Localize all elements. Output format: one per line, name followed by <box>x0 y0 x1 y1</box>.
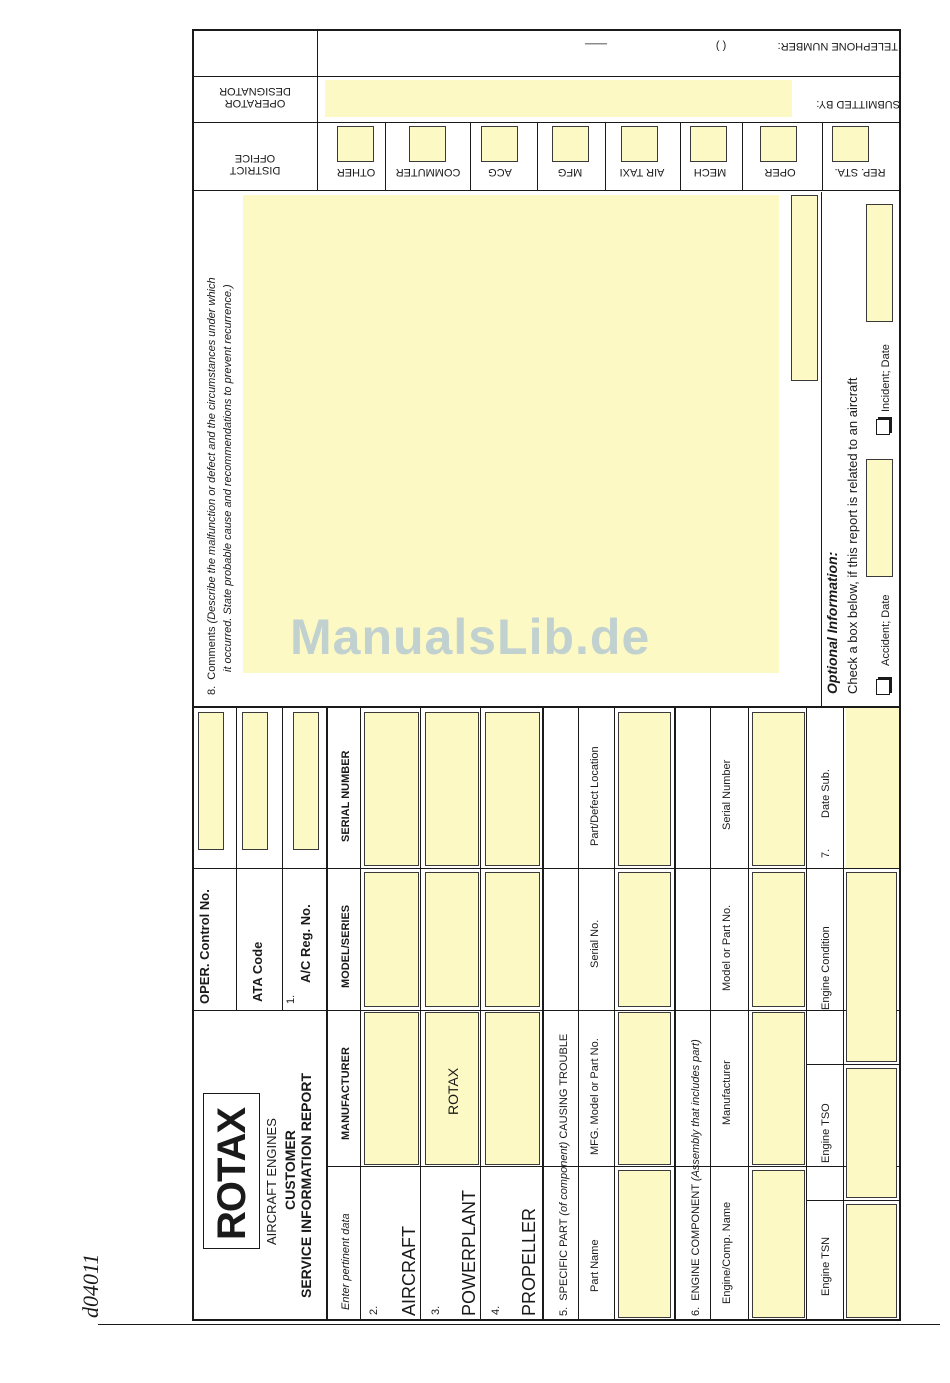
table-col-e <box>578 706 579 1320</box>
telephone-label: TELEPHONE NUMBER: <box>777 40 898 52</box>
right-panel-row2 <box>193 122 901 123</box>
cat-div-6 <box>742 122 743 190</box>
section6-header <box>689 1039 703 1316</box>
table-col-j <box>806 706 807 1320</box>
engine-tsn-label: Engine TSN <box>820 1236 832 1296</box>
right-panel-col-divider <box>317 30 318 190</box>
ata-code-input[interactable] <box>242 712 268 850</box>
oper-control-input[interactable] <box>198 712 224 850</box>
table-col-f <box>614 706 615 1320</box>
comments-header <box>205 277 219 695</box>
table-row-4 <box>806 1200 900 1201</box>
defect-location-input[interactable] <box>618 712 671 866</box>
comments-textarea[interactable] <box>243 195 779 673</box>
cat-div-1 <box>385 122 386 190</box>
submitted-by-input[interactable] <box>325 80 792 117</box>
acg-checkbox[interactable] <box>481 126 518 162</box>
cat-acg-label: ACG <box>488 166 512 178</box>
defect-location-label: Part/Defect Location <box>589 746 601 846</box>
cat-div-7 <box>822 122 823 190</box>
table-row-5 <box>806 1064 900 1065</box>
right-panel-row1 <box>193 76 901 77</box>
part-name-label: Part Name <box>589 1239 601 1292</box>
enter-data-label: Enter pertinent data <box>340 1213 352 1310</box>
submitted-by-label: SUBMITTED BY: <box>816 98 900 110</box>
header-col-1 <box>236 706 237 1010</box>
cat-mfg-label: MFG <box>557 166 583 178</box>
section5-header <box>557 1034 571 1316</box>
cat-commuter-label: COMMUTER <box>395 166 461 178</box>
designator-label: DESIGNATOR <box>219 85 291 97</box>
left-section-divider <box>192 706 901 708</box>
operator-designator-label <box>210 85 300 109</box>
cat-rep-sta-label: REP. STA. <box>834 166 886 178</box>
cat-div-3 <box>537 122 538 190</box>
operator-label: OPERATOR <box>224 97 286 109</box>
rep-sta-checkbox[interactable] <box>832 126 869 162</box>
mech-checkbox[interactable] <box>690 126 727 162</box>
comments-hint2: it occurred. State probable cause and recommendations to prevent recurrence.) <box>222 284 234 672</box>
ac-reg-number: 1. <box>285 994 297 1004</box>
engine-serial-label: Serial Number <box>721 759 733 830</box>
part-name-input[interactable] <box>618 1170 671 1318</box>
table-col-c <box>480 706 481 1320</box>
engine-tso-label: Engine TSO <box>820 1103 832 1163</box>
comments-num: 8. <box>206 685 218 695</box>
engine-tsn-input[interactable] <box>846 1204 897 1318</box>
optional-note: Check a box below, if this report is related to an aircraft <box>845 377 860 694</box>
propeller-manufacturer-input[interactable] <box>485 1012 540 1165</box>
engine-serial-input[interactable] <box>752 712 805 866</box>
part-serial-input[interactable] <box>618 872 671 1007</box>
oper-control-label: OPER. Control No. <box>197 889 212 1004</box>
propeller-model-input[interactable] <box>485 872 540 1007</box>
section5-num: 5. <box>558 1306 570 1316</box>
section6-num: 6. <box>690 1306 702 1316</box>
office-label: OFFICE <box>234 152 276 164</box>
date-sub-input[interactable] <box>846 708 899 868</box>
engine-model-label: Model or Part No. <box>721 904 733 991</box>
comments-aux-field[interactable] <box>791 195 818 381</box>
other-checkbox[interactable] <box>337 126 374 162</box>
engine-manufacturer-label: Manufacturer <box>721 1060 733 1125</box>
cat-div-4 <box>605 122 606 190</box>
header-col-2 <box>282 706 283 1010</box>
mfg-checkbox[interactable] <box>552 126 589 162</box>
cat-div-5 <box>680 122 681 190</box>
telephone-dash: —— <box>585 38 607 50</box>
document-id: d04011 <box>78 1253 103 1318</box>
table-row-1 <box>326 1166 900 1167</box>
ac-reg-label: A/C Reg. No. <box>298 904 313 983</box>
cat-div-2 <box>470 122 471 190</box>
engine-manufacturer-input[interactable] <box>752 1012 805 1165</box>
mfg-model-input[interactable] <box>618 1012 671 1165</box>
cat-mech-label: MECH <box>693 166 727 178</box>
table-col-a <box>360 706 361 1320</box>
form-title-line1: CUSTOMER <box>282 1130 298 1210</box>
logo-divider <box>192 1010 326 1011</box>
table-col-g <box>674 706 676 1320</box>
ac-reg-input[interactable] <box>293 712 319 850</box>
accident-checkbox[interactable] <box>876 679 890 695</box>
oper-checkbox[interactable] <box>760 126 797 162</box>
section6-title-a: ENGINE COMPONENT <box>690 1184 702 1301</box>
incident-date-input[interactable] <box>866 204 893 322</box>
row-propeller-label: PROPELLER <box>519 1207 539 1316</box>
table-col-d <box>542 706 544 1320</box>
powerplant-model-input[interactable] <box>425 872 479 1007</box>
table-col-b <box>420 706 421 1320</box>
row-propeller-num: 4. <box>490 1305 502 1315</box>
cat-oper-label: OPER <box>764 166 796 178</box>
mfg-model-label: MFG. Model or Part No. <box>589 1038 601 1155</box>
engine-tso-input[interactable] <box>846 1068 897 1198</box>
table-col-h <box>710 706 711 1320</box>
watermark-text: ManualsLib.de <box>290 609 651 665</box>
aircraft-manufacturer-input[interactable] <box>364 1012 419 1165</box>
table-col-i <box>748 706 749 1320</box>
commuter-checkbox[interactable] <box>409 126 446 162</box>
air-taxi-checkbox[interactable] <box>621 126 658 162</box>
col-manufacturer: MANUFACTURER <box>340 1047 352 1140</box>
aircraft-model-input[interactable] <box>364 872 419 1007</box>
header-field-divider <box>192 868 326 869</box>
cat-other-label: OTHER <box>336 166 376 178</box>
section7-num: 7. <box>820 848 832 858</box>
optional-title: Optional Information: <box>824 551 840 694</box>
table-col-k <box>843 706 844 1320</box>
comments-label: Comments <box>206 626 218 680</box>
propeller-serial-input[interactable] <box>485 712 540 866</box>
form-title-line2: SERVICE INFORMATION REPORT <box>298 1072 314 1298</box>
table-row-3 <box>326 868 900 869</box>
powerplant-serial-input[interactable] <box>425 712 479 866</box>
brand-wordmark: ROTAX <box>210 1107 254 1240</box>
telephone-area-code: ( ) <box>715 40 727 52</box>
bottom-rule <box>98 1324 940 1325</box>
section5-title-b: (of component) <box>558 1141 570 1216</box>
district-office-label <box>225 152 285 176</box>
header-divider <box>326 706 328 1320</box>
table-row-2 <box>326 1010 900 1011</box>
engine-condition-label: Engine Condition <box>820 926 832 1010</box>
section5-title-a: SPECIFIC PART <box>558 1218 570 1301</box>
ata-code-label: ATA Code <box>250 941 265 1002</box>
powerplant-manufacturer-value: ROTAX <box>445 1067 461 1115</box>
row-aircraft-num: 2. <box>368 1305 380 1315</box>
date-sub-label: Date Sub. <box>820 769 832 818</box>
part-serial-label: Serial No. <box>589 919 601 968</box>
engine-model-input[interactable] <box>752 872 805 1007</box>
section6-title-b: (Assembly that includes part) <box>690 1039 702 1182</box>
col-serial-number: SERIAL NUMBER <box>340 750 352 842</box>
district-label: DISTRICT <box>229 164 281 176</box>
aircraft-serial-input[interactable] <box>364 712 419 866</box>
engine-condition-input[interactable] <box>846 872 897 1062</box>
right-panel-divider <box>193 190 901 191</box>
brand-subtitle: AIRCRAFT ENGINES <box>264 1118 279 1245</box>
cat-air-taxi-label: AIR TAXI <box>619 166 665 178</box>
col-model-series: MODEL/SERIES <box>340 904 352 988</box>
incident-label: Incident; Date <box>880 344 892 412</box>
incident-checkbox[interactable] <box>876 419 890 435</box>
comments-hint1: (Describe the malfunction or defect and the circumstances under which <box>206 277 218 624</box>
row-powerplant-label: POWERPLANT <box>459 1189 479 1316</box>
row-aircraft-label: AIRCRAFT <box>399 1226 419 1316</box>
optional-divider <box>821 192 822 706</box>
engine-comp-name-label: Engine/Comp. Name <box>721 1201 733 1304</box>
section5-title-c: CAUSING TROUBLE <box>558 1033 570 1139</box>
accident-date-input[interactable] <box>866 459 893 577</box>
accident-label: Accident; Date <box>880 594 892 666</box>
row-powerplant-num: 3. <box>430 1305 442 1315</box>
engine-comp-name-input[interactable] <box>752 1170 805 1318</box>
